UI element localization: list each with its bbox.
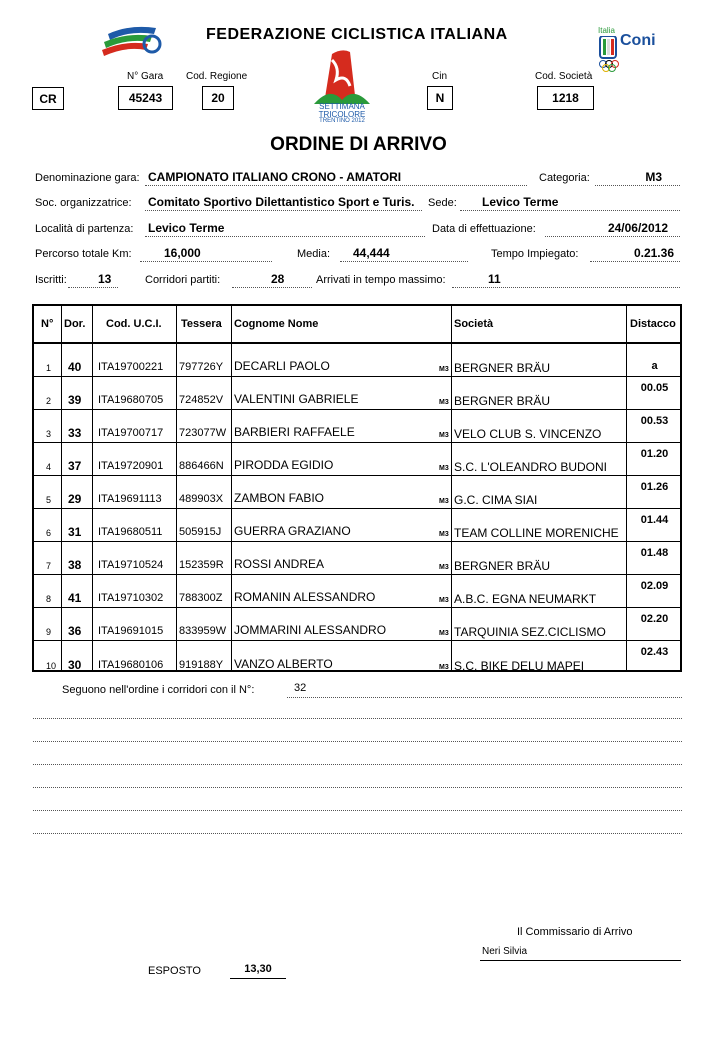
blank-line bbox=[33, 764, 682, 765]
row-uci: ITA19720901 bbox=[98, 460, 164, 472]
row-dor: 38 bbox=[68, 558, 82, 572]
row-tessera: 919188Y bbox=[179, 659, 224, 671]
percorso-value: 16,000 bbox=[140, 246, 272, 262]
n-gara-label: N° Gara bbox=[127, 71, 164, 82]
blank-line bbox=[33, 787, 682, 788]
row-pos: 8 bbox=[46, 594, 52, 604]
row-tessera: 152359R bbox=[179, 559, 224, 571]
row-uci: ITA19680705 bbox=[98, 394, 164, 406]
iscritti-label: Iscritti: bbox=[35, 274, 67, 286]
table-row bbox=[34, 443, 680, 476]
header-uci: Cod. U.C.I. bbox=[106, 318, 162, 330]
table-row bbox=[34, 575, 680, 608]
table-row bbox=[34, 641, 680, 674]
row-name: BARBIERI RAFFAELE bbox=[234, 425, 355, 439]
row-uci: ITA19680106 bbox=[98, 659, 164, 671]
categoria-value: M3 bbox=[595, 170, 680, 186]
row-societa: VELO CLUB S. VINCENZO bbox=[454, 427, 602, 441]
row-pos: 5 bbox=[46, 495, 52, 505]
row-dor: 39 bbox=[68, 393, 82, 407]
event-logo-line-3: TRENTINO 2012 bbox=[319, 118, 365, 124]
localita-label: Località di partenza: bbox=[35, 223, 134, 235]
data-label: Data di effettuazione: bbox=[432, 223, 536, 235]
cin-label: Cin bbox=[432, 71, 448, 82]
row-category: M3 bbox=[439, 498, 449, 505]
row-name: ROMANIN ALESSANDRO bbox=[234, 590, 376, 604]
soc-org-value: Comitato Sportivo Dilettantistico Sport e Turis. bbox=[145, 195, 422, 211]
data-value: 24/06/2012 bbox=[545, 221, 680, 237]
row-pos: 6 bbox=[46, 528, 52, 538]
coni-logo bbox=[596, 26, 668, 72]
row-tessera: 797726Y bbox=[179, 361, 224, 373]
categoria-label: Categoria: bbox=[539, 172, 590, 184]
row-name: VALENTINI GABRIELE bbox=[234, 392, 359, 406]
row-tessera: 833959W bbox=[179, 625, 227, 637]
row-distacco: a bbox=[651, 360, 658, 372]
federation-title: FEDERAZIONE CICLISTICA ITALIANA bbox=[206, 26, 508, 43]
blank-line bbox=[33, 810, 682, 811]
table-row bbox=[34, 377, 680, 410]
row-dor: 29 bbox=[68, 492, 82, 506]
row-uci: ITA19700221 bbox=[98, 361, 164, 373]
row-dor: 33 bbox=[68, 426, 82, 440]
percorso-label: Percorso totale Km: bbox=[35, 248, 132, 260]
header-tessera: Tessera bbox=[181, 318, 222, 330]
row-tessera: 886466N bbox=[179, 460, 224, 472]
row-dor: 36 bbox=[68, 624, 82, 638]
sede-label: Sede: bbox=[428, 197, 457, 209]
esposto-value: 13,30 bbox=[230, 963, 286, 979]
table-row bbox=[34, 410, 680, 443]
event-logo-line-1: SETTIMANA bbox=[319, 102, 365, 111]
row-distacco: 02.20 bbox=[640, 613, 669, 625]
row-pos: 4 bbox=[46, 462, 52, 472]
row-distacco: 01.48 bbox=[640, 547, 669, 559]
cod-regione-label: Cod. Regione bbox=[186, 71, 248, 82]
row-dor: 37 bbox=[68, 459, 82, 473]
row-societa: A.B.C. EGNA NEUMARKT bbox=[454, 592, 597, 606]
row-distacco: 02.09 bbox=[640, 580, 669, 592]
row-pos: 2 bbox=[46, 396, 52, 406]
row-name: JOMMARINI ALESSANDRO bbox=[234, 623, 387, 637]
table-row bbox=[34, 542, 680, 575]
row-tessera: 788300Z bbox=[179, 592, 223, 604]
row-distacco: 01.20 bbox=[640, 448, 669, 460]
esposto-label: ESPOSTO bbox=[148, 965, 201, 977]
row-name: DECARLI PAOLO bbox=[234, 359, 330, 373]
table-row bbox=[34, 476, 680, 509]
header-pos: N° bbox=[41, 318, 54, 330]
row-dor: 31 bbox=[68, 525, 82, 539]
row-tessera: 724852V bbox=[179, 394, 224, 406]
row-name: ZAMBON FABIO bbox=[234, 491, 325, 505]
coni-label: Coni bbox=[620, 32, 656, 49]
denominazione-label: Denominazione gara: bbox=[35, 172, 140, 184]
row-uci: ITA19710524 bbox=[98, 559, 164, 571]
row-category: M3 bbox=[439, 597, 449, 604]
row-pos: 1 bbox=[46, 363, 52, 373]
commissario-label: Il Commissario di Arrivo bbox=[517, 926, 633, 938]
row-category: M3 bbox=[439, 531, 449, 538]
commissario-name: Neri Silvia bbox=[480, 946, 681, 961]
row-uci: ITA19700717 bbox=[98, 427, 164, 439]
row-distacco: 02.43 bbox=[640, 646, 669, 658]
coni-small-label: Italia bbox=[598, 26, 615, 35]
row-category: M3 bbox=[439, 465, 449, 472]
row-uci: ITA19680511 bbox=[98, 526, 163, 538]
results-table bbox=[32, 304, 682, 672]
row-pos: 7 bbox=[46, 561, 52, 571]
row-dor: 40 bbox=[68, 360, 82, 374]
page-title: ORDINE DI ARRIVO bbox=[270, 134, 447, 155]
row-societa: BERGNER BRÄU bbox=[454, 394, 551, 408]
row-category: M3 bbox=[439, 399, 449, 406]
table-row bbox=[34, 509, 680, 542]
seguono-label: Seguono nell'ordine i corridori con il N°: bbox=[62, 684, 255, 696]
n-gara-box: 45243 bbox=[118, 86, 173, 110]
row-societa: BERGNER BRÄU bbox=[454, 361, 551, 375]
header-distacco: Distacco bbox=[630, 318, 676, 330]
sede-value: Levico Terme bbox=[460, 195, 680, 211]
row-category: M3 bbox=[439, 432, 449, 439]
row-uci: ITA19710302 bbox=[98, 592, 164, 604]
cod-societa-label: Cod. Società bbox=[535, 71, 593, 82]
row-societa: S.C. L'OLEANDRO BUDONI bbox=[454, 460, 607, 474]
row-distacco: 01.44 bbox=[640, 514, 669, 526]
cr-box: CR bbox=[32, 87, 64, 110]
blank-line bbox=[33, 741, 682, 742]
row-category: M3 bbox=[439, 564, 449, 571]
iscritti-value: 13 bbox=[68, 272, 118, 288]
arrivati-label: Arrivati in tempo massimo: bbox=[316, 274, 446, 286]
row-uci: ITA19691015 bbox=[98, 625, 164, 637]
partiti-label: Corridori partiti: bbox=[145, 274, 221, 286]
partiti-value: 28 bbox=[232, 272, 312, 288]
row-name: GUERRA GRAZIANO bbox=[234, 524, 351, 538]
row-tessera: 505915J bbox=[179, 526, 222, 538]
header-name: Cognome Nome bbox=[234, 318, 319, 330]
fci-logo bbox=[100, 20, 162, 60]
cod-regione-box: 20 bbox=[202, 86, 234, 110]
row-pos: 9 bbox=[46, 627, 52, 637]
media-label: Media: bbox=[297, 248, 331, 260]
header-dor: Dor. bbox=[64, 318, 86, 330]
event-logo bbox=[306, 46, 378, 130]
row-societa: S.C. BIKE DELU MAPEI bbox=[454, 659, 585, 673]
header-societa: Società bbox=[454, 318, 494, 330]
tempo-label: Tempo Impiegato: bbox=[491, 248, 579, 260]
row-societa: G.C. CIMA SIAI bbox=[454, 493, 538, 507]
denominazione-value: CAMPIONATO ITALIANO CRONO - AMATORI bbox=[145, 170, 527, 186]
seguono-value: 32 bbox=[287, 682, 682, 698]
event-logo-line-2: TRICOLORE bbox=[318, 110, 366, 119]
tempo-value: 0.21.36 bbox=[590, 246, 680, 262]
cod-societa-box: 1218 bbox=[537, 86, 594, 110]
row-distacco: 00.53 bbox=[640, 415, 669, 427]
row-societa: BERGNER BRÄU bbox=[454, 559, 551, 573]
row-dor: 41 bbox=[68, 591, 82, 605]
row-pos: 3 bbox=[46, 429, 52, 439]
row-category: M3 bbox=[439, 664, 449, 671]
row-name: VANZO ALBERTO bbox=[234, 657, 333, 671]
row-societa: TEAM COLLINE MORENICHE bbox=[454, 526, 619, 540]
arrivati-value: 11 bbox=[452, 272, 680, 288]
soc-org-label: Soc. organizzatrice: bbox=[35, 197, 132, 209]
table-row bbox=[34, 608, 680, 641]
cin-box: N bbox=[427, 86, 453, 110]
row-name: PIRODDA EGIDIO bbox=[234, 458, 334, 472]
media-value: 44,444 bbox=[340, 246, 468, 262]
row-uci: ITA19691113 bbox=[98, 493, 162, 505]
row-name: ROSSI ANDREA bbox=[234, 557, 325, 571]
row-category: M3 bbox=[439, 630, 449, 637]
row-distacco: 01.26 bbox=[640, 481, 669, 493]
table-row bbox=[34, 344, 680, 377]
row-pos: 10 bbox=[46, 661, 57, 671]
blank-line bbox=[33, 718, 682, 719]
row-dor: 30 bbox=[68, 658, 82, 672]
row-category: M3 bbox=[439, 366, 449, 373]
row-tessera: 723077W bbox=[179, 427, 227, 439]
row-societa: TARQUINIA SEZ.CICLISMO bbox=[454, 625, 606, 639]
row-distacco: 00.05 bbox=[640, 382, 669, 394]
blank-line bbox=[33, 833, 682, 834]
localita-value: Levico Terme bbox=[145, 221, 425, 237]
row-tessera: 489903X bbox=[179, 493, 224, 505]
